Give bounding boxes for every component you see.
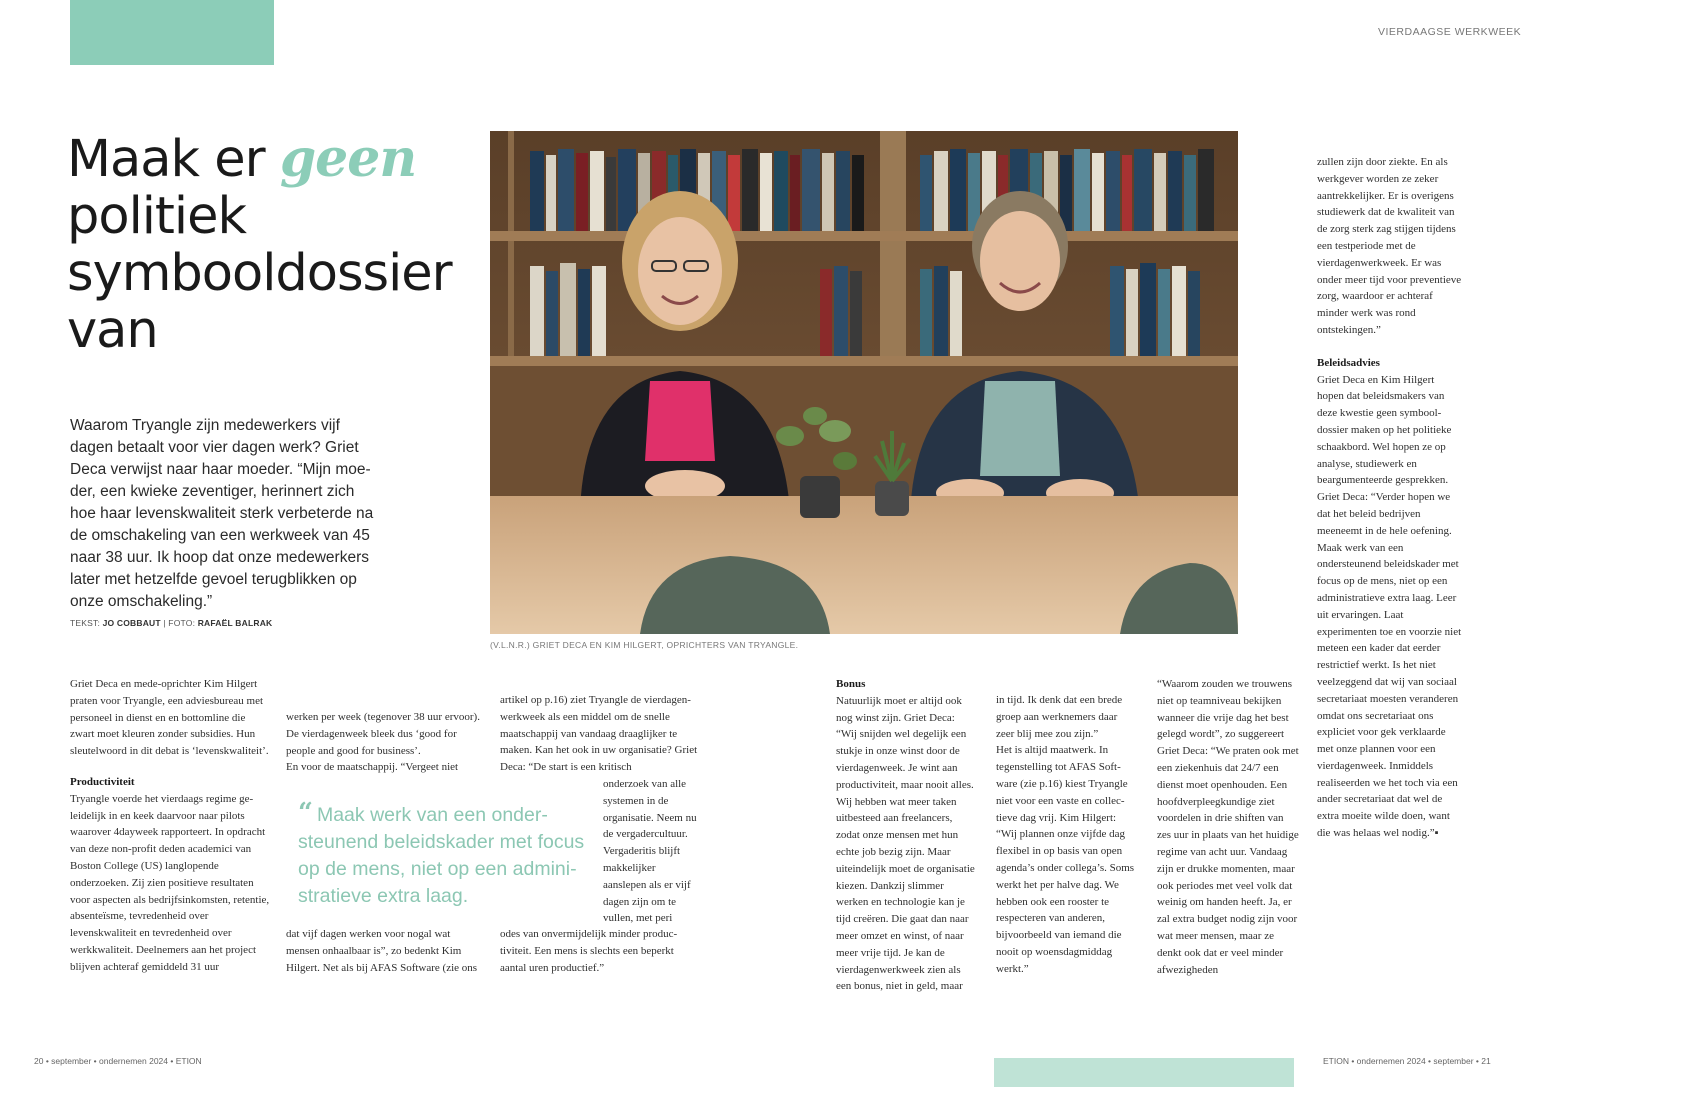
byline-text-label: TEKST:	[70, 618, 103, 628]
quote-mark-icon: “	[298, 798, 313, 828]
subheading-productiviteit: Productiviteit	[70, 775, 135, 788]
headline	[67, 130, 467, 359]
col1-paragraph-2: Tryangle voerde het vierdaags regime geleidelijk in en keek daarvoor naar pilots waarover 4dayweek rapporteert. In opdracht van deze non-profit deden academici van Boston College (US) langlopende onderzoeken. Zij zien positieve resultaten voor aspecten als bedrijfsinkomsten, retentie, absenteïsme, tevredenheid over levenskwaliteit en tevredenheid over werkkwaliteit. Deelnemers aan het project blijven achteraf gemiddeld 31 uur	[70, 792, 270, 973]
col5-paragraph-2: Het is altijd maatwerk. In tegenstelling tot AFAS Software (zie p.16) kiest Tryangle niet voor een vaste en collectieve dag vrij. Kim Hilgert: “Wij plannen onze vijfde dag flexibel in op basis van open agenda’s onder collega’s. Soms werkt het per halve dag. We hebben ook een rooster te respecteren van anderen, bijvoorbeeld van iemand die nooit op woensdagmiddag werkt.”	[996, 744, 1135, 975]
col7-paragraph-2-text: Griet Deca en Kim Hilgert hopen dat beleidsmakers van deze kwestie geen symbooldossier maken op het politieke schaakbord. Wel hopen ze op analyse, studiewerk en beargumenteerde gesprekken. Griet Deca: “Verder hopen we dat het beleid bedrijven meeneemt in de hele oefening. Maak werk van een ondersteunend beleidskader met focus op de mens, niet op een administratieve extra laag. Leer uit ervaringen. Laat experimenten toe en voorzie niet meteen een kader dat eerder restrictief werkt. Is het niet veelzeggend dat wij van sociaal secretariaat moesten veranderen omdat ons secretariaat ons expliciet voor gek verklaarde met onze plannen voor een vierdagenweek. Inmiddels realiseerden we het toch via een ander secretariaat dat wel de extra moeite wilde doen, want die was helaas wel nodig.”	[1317, 373, 1462, 840]
subheading-bonus: Bonus	[836, 678, 866, 690]
col3-paragraph-2: onderzoek van alle systemen in de organisatie. Neem nu de vergadercultuur. Vergaderitis blijft makkelijker aanslepen als er vijf dagen zijn om te vullen, met peri	[603, 778, 697, 925]
photo-illustration	[490, 131, 1238, 634]
headline-part2: politiek symbooldossier van	[67, 187, 452, 360]
article-column-2-top	[286, 709, 486, 776]
col7-paragraph-2	[1317, 372, 1462, 842]
headline-part1: Maak er	[67, 130, 280, 189]
end-mark-icon: ▪	[1434, 827, 1439, 840]
col2-paragraph-2: En voor de maatschappij. “Vergeet niet	[286, 761, 459, 774]
col2-paragraph-1: werken per week (tegenover 38 uur ervoor). De vierdagenweek bleek dus ‘good for people and good for business’.	[286, 711, 480, 757]
col3-paragraph-1: artikel op p.16) ziet Tryangle de vierdagenwerkweek als een middel om de snelle maatschappij van vandaag draaglijker te maken. Kan het ook in uw organisatie? Griet Deca: “De start is een kritisch	[500, 694, 698, 774]
article-column-1	[70, 676, 270, 976]
article-column-6	[1157, 676, 1300, 978]
article-column-3-wrap	[603, 776, 699, 927]
byline	[70, 618, 272, 628]
col1-paragraph-1: Griet Deca en mede-oprichter Kim Hilgert praten voor Tryangle, een adviesbureau met personeel in dienst en en bottomline die zwart moet kleuren zonder subsidies. Hun sleutelwoord in dit debat is ‘levenskwaliteit’.	[70, 678, 269, 758]
subheading-beleidsadvies: Beleidsadvies	[1317, 356, 1380, 369]
accent-bar-top	[70, 0, 274, 65]
section-label: VIERDAAGSE WERKWEEK	[1378, 26, 1522, 38]
article-column-2-bottom	[286, 926, 486, 976]
col4-paragraph-1: Natuurlijk moet er altijd ook nog winst zijn. Griet Deca: “Wij snijden wel degelijk een stukje in onze winst door de vierdagenweek. Je wint aan productiviteit, maar nooit alles. Wij hebben wat meer taken uitbesteed aan freelancers, zodat onze mensen met hun echte job bezig zijn. Maar uiteindelijk moet de organisatie kiezen. Dankzij slimmer werken en technologie kan je tijd creëren. Die gaat dan naar meer omzet en winst, of naar meer vrije tijd. Je kan de vierdagenwerkweek zien als een bonus, niet in geld, maar	[836, 694, 975, 993]
footer-left: 20 • september • ondernemen 2024 • ETION	[34, 1056, 202, 1066]
accent-bar-bottom	[994, 1058, 1294, 1087]
col6-paragraph-1: “Waarom zouden we trouwens niet op teamniveau bekijken wanneer die vrije dag het best gelegd wordt”, zo suggereert Griet Deca: “We praten ook met een ziekenhuis dat 24/7 een dienst moet openhouden. Een hoofdverpleegkundige ziet voordelen in drie shiften van zes uur in plaats van het huidige regime van acht uur. Vandaag zijn er drukke momenten, maar ook periodes met veel volk dat weinig om handen heeft. Ja, er zal extra budget nodig zijn voor wat meer mensen, maar ze denkt ook dat er veel minder afwezigheden	[1157, 678, 1299, 976]
col7-paragraph-1: zullen zijn door ziekte. En als werkgever worden ze zeker aantrekkelijker. Er is overigens studiewerk dat de kwaliteit van de zorg sterk zag stijgen tijdens een testperiode met de vierdagenwerkweek. Er was onder meer tijd voor preventieve zorg, waardoor er achteraf minder werk was rond ontstekingen.”	[1317, 156, 1462, 336]
pull-quote	[298, 800, 598, 910]
article-column-4	[836, 676, 976, 995]
article-column-7	[1317, 154, 1462, 842]
article-column-3-top	[500, 692, 700, 776]
col3-paragraph-3: odes van onvermijdelijk minder productiviteit. Een mens is slechts een beperkt aantal uren productief.”	[500, 928, 678, 974]
byline-separator: | FOTO:	[160, 618, 198, 628]
byline-photo-author: RAFAËL BALRAK	[197, 618, 273, 628]
intro-paragraph: Waarom Tryangle zijn medewerkers vijf dagen betaalt voor vier dagen werk? Griet Deca verwijst naar haar moeder. “Mijn moeder, een kwieke zeventiger, herinnert zich hoe haar levenskwaliteit sterk verbeterde na de omschakeling van een werkweek van 45 naar 38 uur. Ik hoop dat onze medewerkers later met hetzelfde gevoel terugblikken op onze omschakeling.”	[70, 417, 374, 610]
col2-paragraph-3: dat vijf dagen werken voor nogal wat mensen onhaalbaar is”, zo bedenkt Kim Hilgert. Net als bij AFAS Software (zie ons	[286, 928, 478, 974]
photo-caption: (V.L.N.R.) GRIET DECA EN KIM HILGERT, OPRICHTERS VAN TRYANGLE.	[490, 640, 799, 650]
article-column-3-bottom	[500, 926, 700, 976]
byline-text-author: JO COBBAUT	[102, 618, 161, 628]
headline-highlight: geen	[279, 128, 417, 189]
article-photo	[490, 131, 1238, 634]
pull-quote-text: Maak werk van een ondersteunend beleidskader met focus op de mens, niet op een administratieve extra laag.	[298, 804, 585, 907]
footer-right: ETION • ondernemen 2024 • september • 21	[1323, 1056, 1491, 1066]
article-column-5	[996, 692, 1136, 978]
col5-paragraph-1: in tijd. Ik denk dat een brede groep aan werknemers daar zeer blij mee zou zijn.”	[996, 694, 1123, 740]
